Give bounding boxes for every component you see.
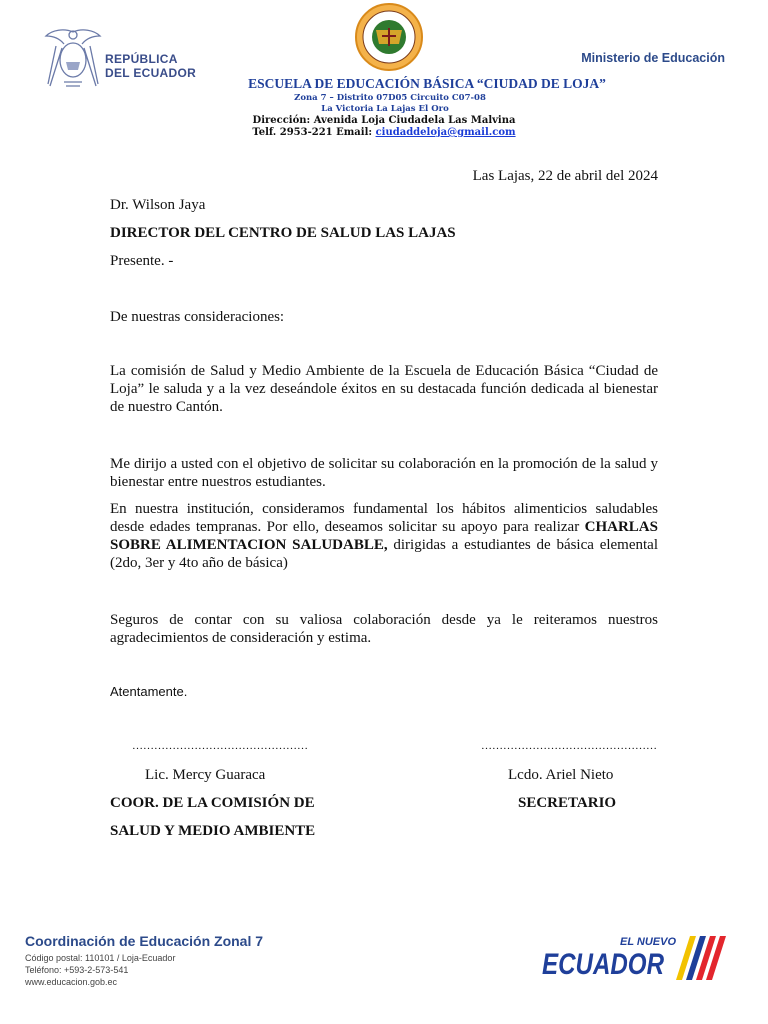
logo-top-text: EL NUEVO [620, 936, 677, 948]
paragraph-3-part-a: En nuestra institución, consideramos fundamental los hábitos alimenticios saludables desde edades tempranas. Por ello, deseamos solicitar su apoyo para realizar [110, 501, 658, 535]
location-line: La Victoria La Lajas El Oro [321, 104, 449, 114]
paragraph-4: Seguros de contar con su valiosa colaboración desde ya le reiteramos nuestros agradecimientos de consideración y estima. [110, 612, 658, 646]
signer-right-name: Lcdo. Ariel Nieto [508, 767, 614, 783]
paragraph-3 [110, 500, 658, 572]
signer-left-title-1: COOR. DE LA COMISIÓN DE [110, 795, 315, 811]
recipient-title: DIRECTOR DEL CENTRO DE SALUD LAS LAJAS [110, 225, 456, 241]
letter-date: Las Lajas, 22 de abril del 2024 [472, 168, 658, 184]
presente: Presente. - [110, 253, 174, 269]
contact-line [0, 127, 768, 138]
school-seal-icon [354, 2, 424, 72]
signature-line-right: ………………………………………… [481, 740, 657, 752]
logo-main-text: ECUADOR [542, 948, 665, 981]
salutation: De nuestras consideraciones: [110, 309, 285, 325]
paragraph-1: La comisión de Salud y Medio Ambiente de la Escuela de Educación Básica “Ciudad de Loja” le saluda y a la vez deseándole éxitos en su destacada función dedicada al bienestar de nuestro Cantón. [110, 363, 658, 415]
recipient-name: Dr. Wilson Jaya [110, 197, 206, 213]
paragraph-2: Me dirijo a usted con el objetivo de solicitar su colaboración en la promoción de la salud y bienestar entre nuestros estudiantes. [110, 456, 658, 490]
signer-left-title-2: SALUD Y MEDIO AMBIENTE [110, 823, 316, 839]
signer-left-name: Lic. Mercy Guaraca [145, 767, 266, 783]
school-name: ESCUELA DE EDUCACIÓN BÁSICA “CIUDAD DE LOJA” [248, 76, 606, 91]
closing: Atentamente. [110, 684, 188, 699]
footer-website: www.educacion.gob.ec [25, 977, 118, 987]
telf-label: Telf. 2953-221 Email: [252, 127, 376, 138]
email-link[interactable]: ciudaddeloja@gmail.com [375, 127, 516, 138]
address-line: Dirección: Avenida Loja Ciudadela Las Malvina [252, 115, 516, 126]
el-nuevo-ecuador-logo [540, 930, 730, 982]
republica-line-2: DEL ECUADOR [105, 66, 197, 80]
republica-line-1: REPÚBLICA [105, 52, 178, 66]
footer-phone: Teléfono: +593-2-573-541 [25, 965, 129, 975]
ministerio-label: Ministerio de Educación [581, 51, 725, 65]
signature-line-left: ………………………………………… [132, 740, 308, 752]
signer-right-title: SECRETARIO [518, 795, 617, 811]
footer-coordination: Coordinación de Educación Zonal 7 [25, 933, 264, 949]
paragraph-3-part-b: dirigidas a estudiantes de básica elemental (2do, 3er y 4to año de básica) [110, 537, 658, 571]
paragraph-3-highlight: CHARLAS SOBRE ALIMENTACION SALUDABLE, [110, 519, 658, 553]
footer-postal: Código postal: 110101 / Loja-Ecuador [25, 953, 176, 963]
zona-line: Zona 7 – Distrito 07D05 Circuito C07-08 [294, 93, 486, 103]
